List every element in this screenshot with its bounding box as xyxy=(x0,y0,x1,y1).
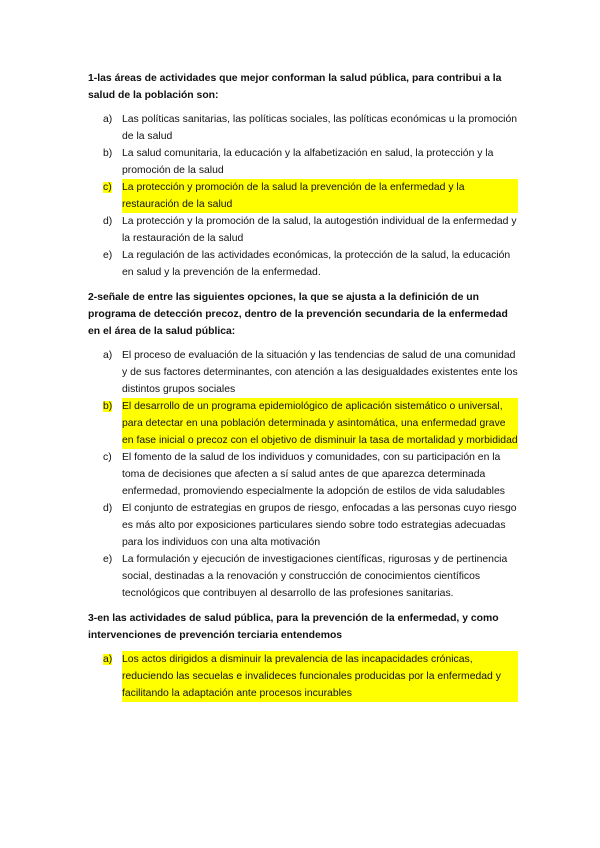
question-1-option-b xyxy=(88,145,518,179)
option-text: Las políticas sanitarias, las políticas sociales, las políticas económicas u la promoción de la salud xyxy=(122,114,518,142)
question-3-prompt: 3-en las actividades de salud pública, para la prevención de la enfermedad, y como intervenciones de prevención terciaria entendemos xyxy=(88,613,499,641)
option-letter: d) xyxy=(103,503,113,514)
question-1-option-c xyxy=(88,179,518,213)
option-letter: e) xyxy=(103,250,113,261)
option-text-highlighted: El desarrollo de un programa epidemiológico de aplicación sistemático o universal, para detectar en una población determinada y asintomática, una enfermedad grave en fase inicial o precoz con el objetivo de disminuir la tasa de mortalidad y morbididad xyxy=(122,398,518,449)
option-text-highlighted: Los actos dirigidos a disminuir la prevalencia de las incapacidades crónicas, reduciendo las secuelas e invalideces funcionales producidas por la enfermedad y facilitando la adaptación ante procesos incurables xyxy=(122,651,518,702)
option-text: El conjunto de estrategias en grupos de riesgo, enfocadas a las personas cuyo riesgo es más alto por exposiciones particulares siendo sobre todo estrategias adecuadas para los individuos con una alta motivación xyxy=(122,503,517,548)
option-text: La salud comunitaria, la educación y la alfabetización en salud, la protección y la promoción de la salud xyxy=(122,148,494,176)
question-3-option-a xyxy=(88,651,518,702)
question-1 xyxy=(88,70,518,281)
question-1-prompt: 1-las áreas de actividades que mejor conforman la salud pública, para contribui a la salud de la población son: xyxy=(88,73,502,101)
document-content xyxy=(88,70,518,710)
option-letter: a) xyxy=(103,114,113,125)
question-2-option-b xyxy=(88,398,518,449)
option-letter: c) xyxy=(103,452,112,463)
option-letter: d) xyxy=(103,216,113,227)
question-2-option-d xyxy=(88,500,518,551)
option-text: El fomento de la salud de los individuos y comunidades, con su participación en la toma de decisiones que afecten a sí salud antes de que aparezca determinada enfermedad, promoviendo especialmente la adopción de estilos de vida saludables xyxy=(122,452,505,497)
question-2 xyxy=(88,289,518,602)
option-letter: c) xyxy=(103,182,112,193)
question-2-options xyxy=(88,347,518,602)
question-2-option-e xyxy=(88,551,518,602)
question-1-options xyxy=(88,111,518,281)
question-2-prompt: 2-señale de entre las siguientes opciones, la que se ajusta a la definición de un programa de detección precoz, dentro de la prevención secundaria de la enfermedad en el área de la salud pública: xyxy=(88,292,508,337)
option-letter: a) xyxy=(103,350,113,361)
question-1-option-e xyxy=(88,247,518,281)
question-2-option-c xyxy=(88,449,518,500)
question-2-option-a xyxy=(88,347,518,398)
question-1-option-a xyxy=(88,111,518,145)
question-3 xyxy=(88,610,518,702)
option-text: La regulación de las actividades económicas, la protección de la salud, la educación en salud y la prevención de la enfermedad. xyxy=(122,250,511,278)
option-letter: b) xyxy=(103,148,113,159)
option-letter: a) xyxy=(103,654,113,665)
option-text-highlighted: La protección y promoción de la salud la prevención de la enfermedad y la restauración de la salud xyxy=(122,179,518,213)
option-text: La protección y la promoción de la salud, la autogestión individual de la enfermedad y la restauración de la salud xyxy=(122,216,517,244)
option-letter: e) xyxy=(103,554,113,565)
question-1-option-d xyxy=(88,213,518,247)
option-text: La formulación y ejecución de investigaciones científicas, rigurosas y de pertinencia social, destinadas a la renovación y construcción de conocimientos científicos tecnológicos que contribuyen al desarrollo de las profesiones sanitarias. xyxy=(122,554,508,599)
question-3-options xyxy=(88,651,518,702)
option-text: El proceso de evaluación de la situación y las tendencias de salud de una comunidad y de sus factores determinantes, con atención a las desigualdades existentes ente los distintos grupos sociales xyxy=(122,350,518,395)
option-letter: b) xyxy=(103,401,113,412)
